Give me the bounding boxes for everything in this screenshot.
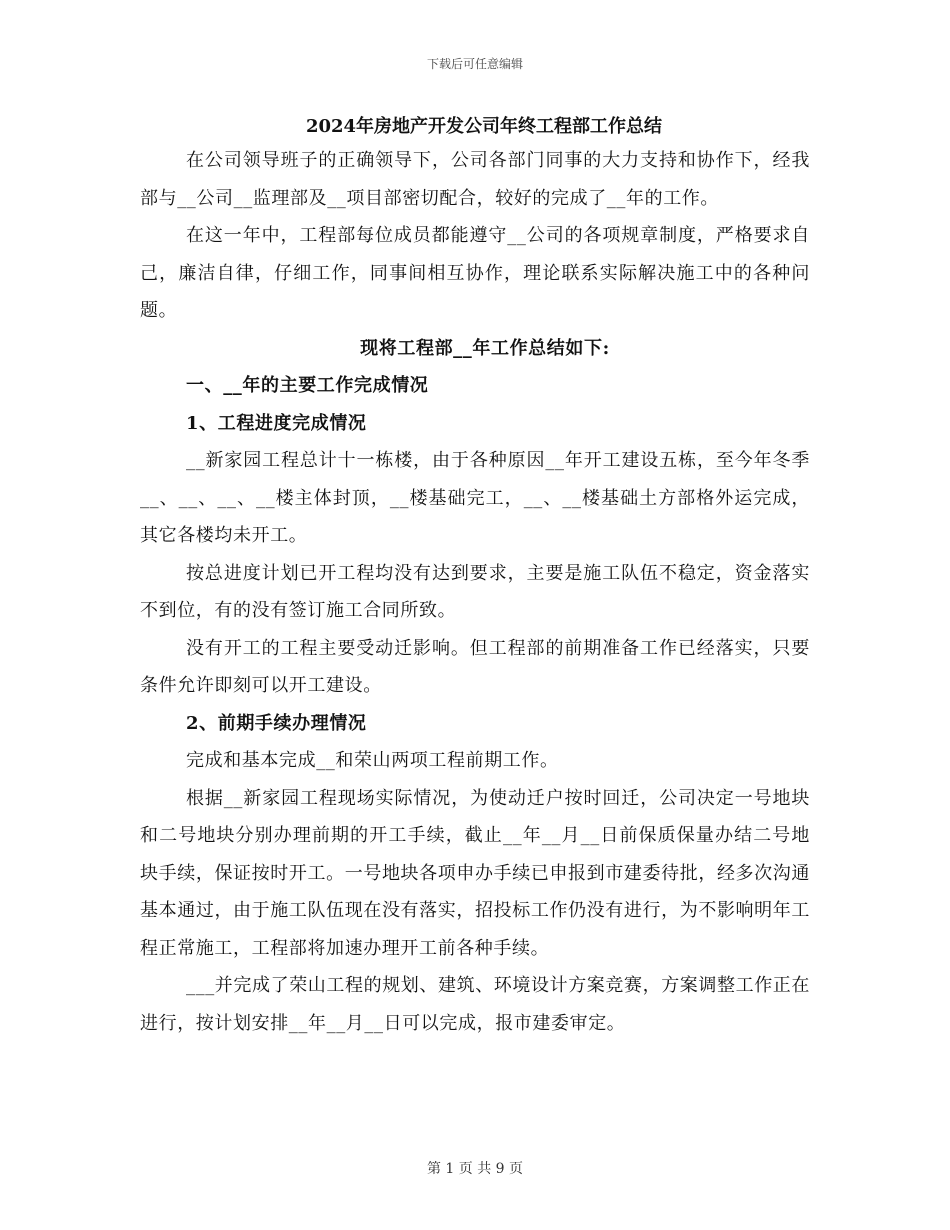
page-number: 第 1 页 共 9 页 [426,1161,524,1177]
permits-paragraph: 根据__新家园工程现场实际情况，为使动迁户按时回迁，公司决定一号地块和二号地块分别办理前期的开工手续，截止__年__月__日前保质保量办结二号地块手续，保证按时开工。一号地块各项申办手续已申报到市建委待批，经多次沟通基本通过，由于施工队伍现在没有落实，招投标工作仍没有进行，为不影响明年工程正常施工，工程部将加速办理开工前各种手续。 [140,787,810,959]
design-paragraph: ___并完成了荣山工程的规划、建筑、环境设计方案竞赛，方案调整工作正在进行，按计划安排__年__月__日可以完成，报市建委审定。 [140,975,810,1034]
preliminary-paragraph: 完成和基本完成__和荣山两项工程前期工作。 [186,750,559,771]
document-body [140,112,810,1042]
section-heading-1: 一、__年的主要工作完成情况 [186,375,429,396]
summary-lead-heading: 现将工程部__年工作总结如下: [360,337,610,359]
subsection-heading-2: 2、前期手续办理情况 [186,712,367,734]
page-header-note: 下载后可任意编辑 [426,57,523,71]
discipline-paragraph: 在这一年中，工程部每位成员都能遵守__公司的各项规章制度，严格要求自己，廉洁自律，仔细工作，同事间相互协作，理论联系实际解决施工中的各种问题。 [140,225,810,321]
subsection-heading-1: 1、工程进度完成情况 [186,412,367,434]
progress-paragraph: __新家园工程总计十一栋楼，由于各种原因__年开工建设五栋，至今年冬季__、__、__、__楼主体封顶，__楼基础完工，__、__楼基础土方部格外运完成，其它各楼均未开工。 [140,450,810,546]
relocation-paragraph: 没有开工的工程主要受动迁影响。但工程部的前期准备工作已经落实，只要条件允许即刻可以开工建设。 [140,637,810,696]
intro-paragraph: 在公司领导班子的正确领导下，公司各部门同事的大力支持和协作下，经我部与__公司__监理部及__项目部密切配合，较好的完成了__年的工作。 [140,150,810,209]
schedule-paragraph: 按总进度计划已开工程均没有达到要求，主要是施工队伍不稳定，资金落实不到位，有的没有签订施工合同所致。 [140,562,810,621]
document-title: 2024年房地产开发公司年终工程部工作总结 [305,116,663,137]
